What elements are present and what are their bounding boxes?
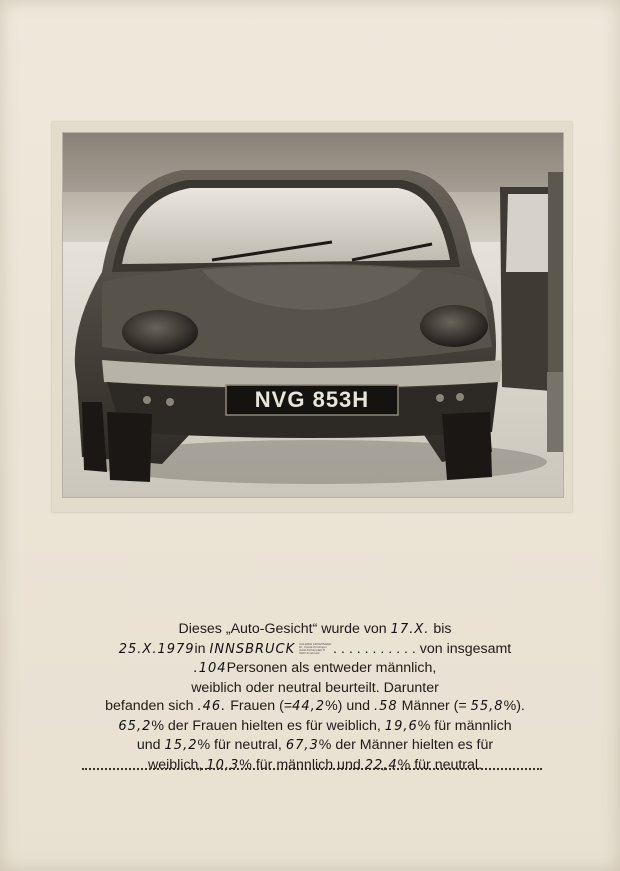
caption-text-segment: befanden sich (105, 698, 194, 714)
handwritten-women-percent: 44,2 (292, 699, 326, 714)
caption-text-segment: weiblich, (147, 756, 203, 773)
dotted-line (82, 764, 542, 770)
caption-line-3 (70, 659, 560, 679)
left-front-wheel (107, 412, 152, 482)
caption-text-segment: und (136, 737, 161, 753)
caption-text-segment: % für neutral, (197, 737, 282, 753)
caption-text-segment: Frauen (= (230, 698, 293, 714)
handwritten-women-count: .46. (197, 699, 227, 714)
caption-text-segment: Personen als entweder männlich, (226, 660, 437, 676)
caption-text-segment: bis (433, 621, 452, 637)
stamp-line: Dr. Ursula Krinzinger (299, 644, 327, 649)
gallery-stamp (299, 641, 332, 655)
caption-text-segment: in (194, 640, 206, 657)
handwritten-men-female-percent: 67,3 (285, 738, 319, 753)
caption-text-segment: % der Frauen hielten es für weiblich, (151, 717, 381, 734)
handwritten-start-date: 17.X. (390, 622, 430, 637)
handwritten-total-persons: .104 (193, 661, 227, 676)
license-plate-text: NVG 853H (254, 387, 370, 412)
left-headlight (122, 310, 198, 354)
caption-line-1 (70, 620, 560, 640)
right-front-wheel (442, 412, 492, 480)
handwritten-men-percent: 55,8 (470, 699, 504, 714)
caption-line-4: weiblich oder neutral beurteilt. Darunter (191, 679, 439, 696)
car (75, 170, 502, 482)
caption-text-segment: % für männlich (417, 717, 512, 734)
caption-text-segment: Männer (= (401, 698, 467, 714)
caption-text-segment: % für männlich und (239, 756, 361, 773)
caption-text-segment: %). (503, 698, 525, 714)
right-headlight (420, 305, 488, 347)
stamp-line: GALERIE KRINZINGER (299, 641, 332, 646)
stamp-line: Adolf-Pichlerplatz 8 (299, 647, 325, 652)
caption-line-2 (70, 640, 560, 660)
car-photograph (62, 132, 564, 498)
caption-line-7 (70, 736, 560, 756)
handwritten-women-male-percent: 19,6 (384, 718, 418, 734)
handwritten-end-date: 25.X.1979 (118, 641, 195, 657)
caption-text-segment: %) und (325, 698, 371, 714)
caption-text-segment: . . . . . . . . . . . von insgesamt (333, 640, 512, 657)
handwritten-men-male-percent: 10,3 (206, 757, 240, 773)
caption-text-segment: Dieses „Auto-Gesicht“ wurde von (178, 621, 387, 637)
caption-line-6 (70, 717, 560, 737)
caption-text-segment: % für neutral. (397, 756, 483, 773)
caption-line-5 (70, 697, 560, 717)
handwritten-women-female-percent: 65,2 (118, 718, 152, 734)
handwritten-city: INNSBRUCK (209, 641, 296, 657)
caption-text-segment: % der Männer hielten es für (318, 737, 494, 753)
handwritten-women-neutral-percent: 15,2 (164, 738, 198, 753)
stamp-line: 6020 Innsbruck (299, 650, 320, 655)
caption-text (70, 620, 560, 775)
handwritten-men-count: .58 (373, 699, 398, 714)
handwritten-men-neutral-percent: 22,4 (364, 757, 398, 773)
